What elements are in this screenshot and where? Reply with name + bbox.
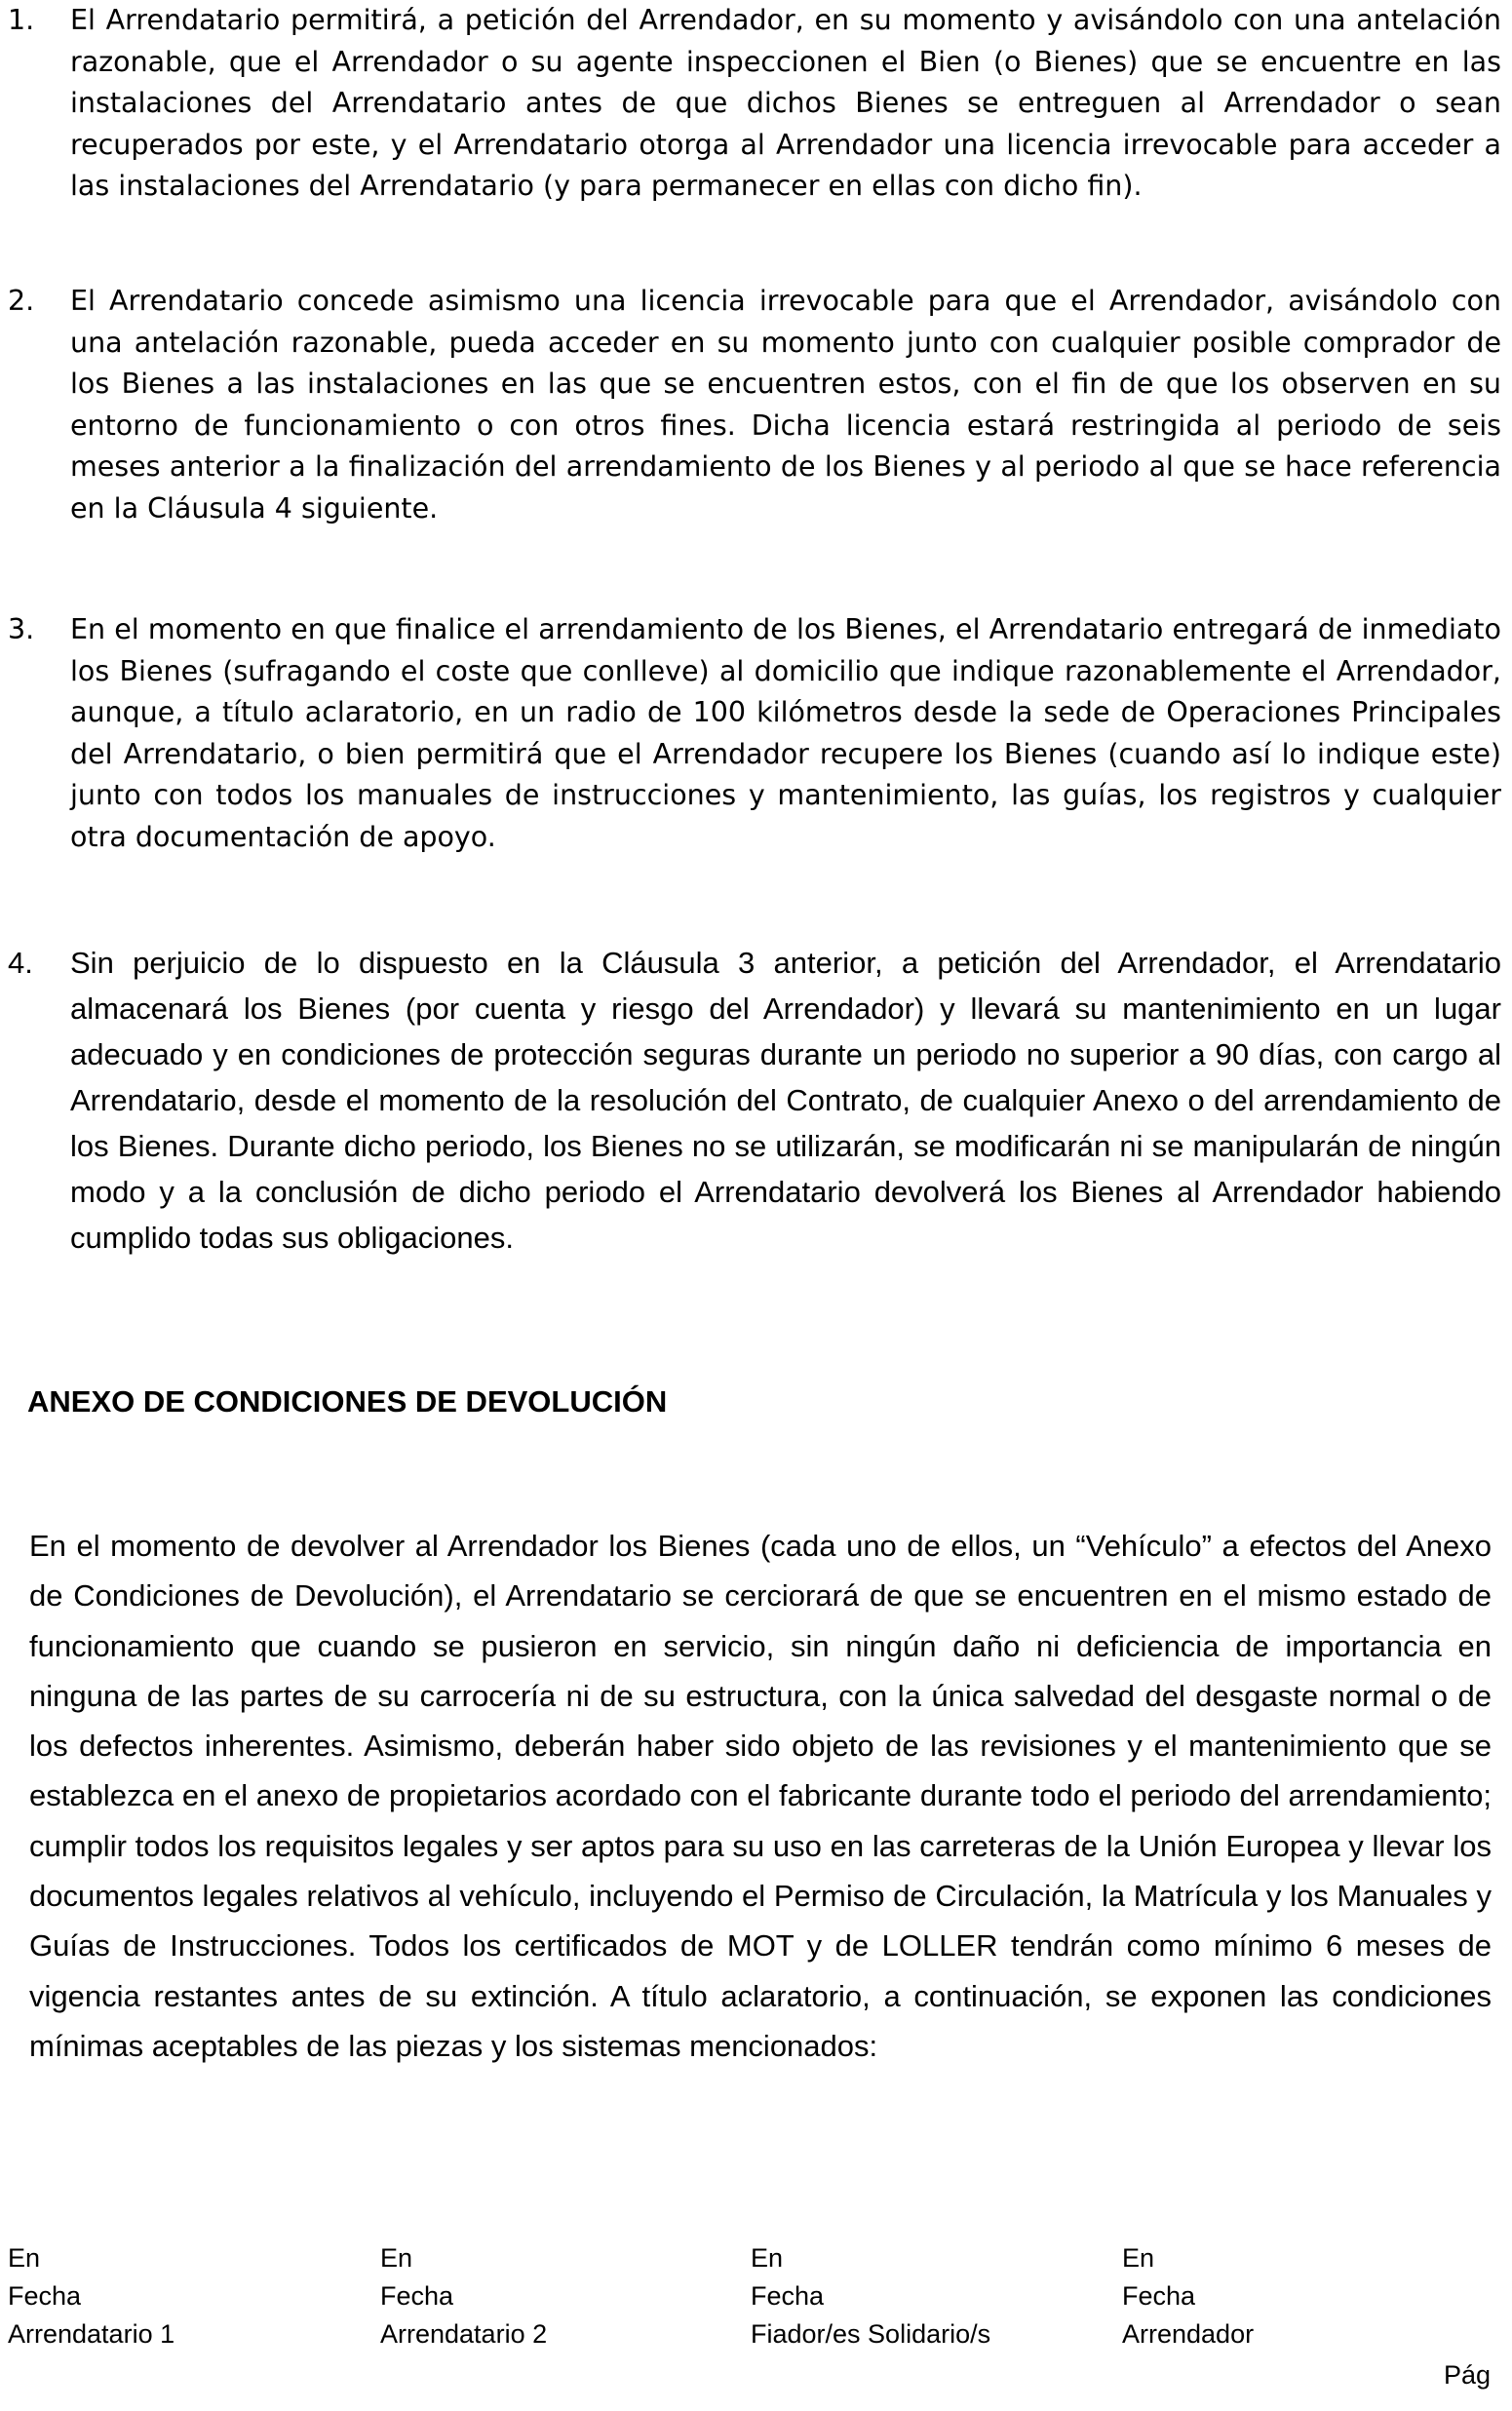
clause-4 [0,940,1501,1261]
signature-block-2 [380,2239,547,2353]
signature-block-1 [8,2239,174,2353]
signature-place: En [1122,2243,1155,2273]
clause-2 [0,281,1501,529]
signature-party: Fiador/es Solidario/s [751,2319,991,2349]
annex-paragraph: En el momento de devolver al Arrendador los Bienes (cada uno de ellos, un “Vehículo” a efectos del Anexo de Condiciones de Devolución), el Arrendatario se cerciorará de que se encuentren en el mismo estado de funcionamiento que cuando se pusieron en servicio, sin ningún daño ni deficiencia de importancia en ninguna de las partes de su carrocería ni de su estructura, con la única salvedad del desgaste normal o de los defectos inherentes. Asimismo, deberán haber sido objeto de las revisiones y el mantenimiento que se establezca en el anexo de propietarios acordado con el fabricante durante todo el periodo del arrendamiento; cumplir todos los requisitos legales y ser aptos para su uso en las carreteras de la Unión Europea y llevar los documentos legales relativos al vehículo, incluyendo el Permiso de Circulación, la Matrícula y los Manuales y Guías de Instrucciones. Todos los certificados de MOT y de LOLLER tendrán como mínimo 6 meses de vigencia restantes antes de su extinción. A título aclaratorio, a continuación, se exponen las condiciones mínimas aceptables de las piezas y los sistemas mencionados: [29,1529,1492,2063]
clause-number: 2. [8,285,35,317]
signature-place: En [751,2243,784,2273]
signature-place: En [380,2243,413,2273]
signature-party: Arrendatario 1 [8,2319,175,2349]
clause-number: 1. [8,4,35,36]
clause-3 [0,609,1501,858]
signature-date: Fecha [380,2281,454,2311]
annex-heading: ANEXO DE CONDICIONES DE DEVOLUCIÓN [27,1384,668,1419]
clause-number: 3. [8,613,35,645]
clause-text: En el momento en que finalice el arrendamiento de los Bienes, el Arrendatario entregará de inmediato los Bienes (sufragando el coste que conlleve) al domicilio que indique razonablemente el Arrendador, aunque, a título aclaratorio, en un radio de 100 kilómetros desde la sede de Operaciones Principales del Arrendatario, o bien permitirá que el Arrendador recupere los Bienes (cuando así lo indique este) junto con todos los manuales de instrucciones y mantenimiento, las guías, los registros y cualquier otra documentación de apoyo. [70,613,1501,853]
clause-1 [0,0,1501,208]
signature-place: En [8,2243,41,2273]
signature-date: Fecha [1122,2281,1196,2311]
signature-date: Fecha [751,2281,825,2311]
clause-text: El Arrendatario concede asimismo una licencia irrevocable para que el Arrendador, avisándolo con una antelación razonable, pueda acceder en su momento junto con cualquier posible comprador de los Bienes a las instalaciones en las que se encuentren estos, con el fin de que los observen en su entorno de funcionamiento o con otros fines. Dicha licencia estará restringida al periodo de seis meses anterior a la finalización del arrendamiento de los Bienes y al periodo al que se hace referencia en la Cláusula 4 siguiente. [70,285,1501,525]
signature-party: Arrendatario 2 [380,2319,548,2349]
signature-date: Fecha [8,2281,82,2311]
signature-party: Arrendador [1122,2319,1255,2349]
clause-number: 4. [8,946,33,980]
signature-block-3 [751,2239,990,2353]
clause-text: El Arrendatario permitirá, a petición del Arrendador, en su momento y avisándolo con una antelación razonable, que el Arrendador o su agente inspeccionen el Bien (o Bienes) que se encuentre en las instalaciones del Arrendatario antes de que dichos Bienes se entreguen al Arrendador o sean recuperados por este, y el Arrendatario otorga al Arrendador una licencia irrevocable para acceder a las instalaciones del Arrendatario (y para permanecer en ellas con dicho fin). [70,4,1501,202]
clause-text: Sin perjuicio de lo dispuesto en la Cláusula 3 anterior, a petición del Arrendador, el Arrendatario almacenará los Bienes (por cuenta y riesgo del Arrendador) y llevará su mantenimiento en un lugar adecuado y en condiciones de protección seguras durante un periodo no superior a 90 días, con cargo al Arrendatario, desde el momento de la resolución del Contrato, de cualquier Anexo o del arrendamiento de los Bienes. Durante dicho periodo, los Bienes no se utilizarán, se modificarán ni se manipularán de ningún modo y a la conclusión de dicho periodo el Arrendatario devolverá los Bienes al Arrendador habiendo cumplido todas sus obligaciones. [70,946,1501,1255]
signature-block-4 [1122,2239,1254,2353]
page-number-label: Pág [1443,2360,1491,2390]
